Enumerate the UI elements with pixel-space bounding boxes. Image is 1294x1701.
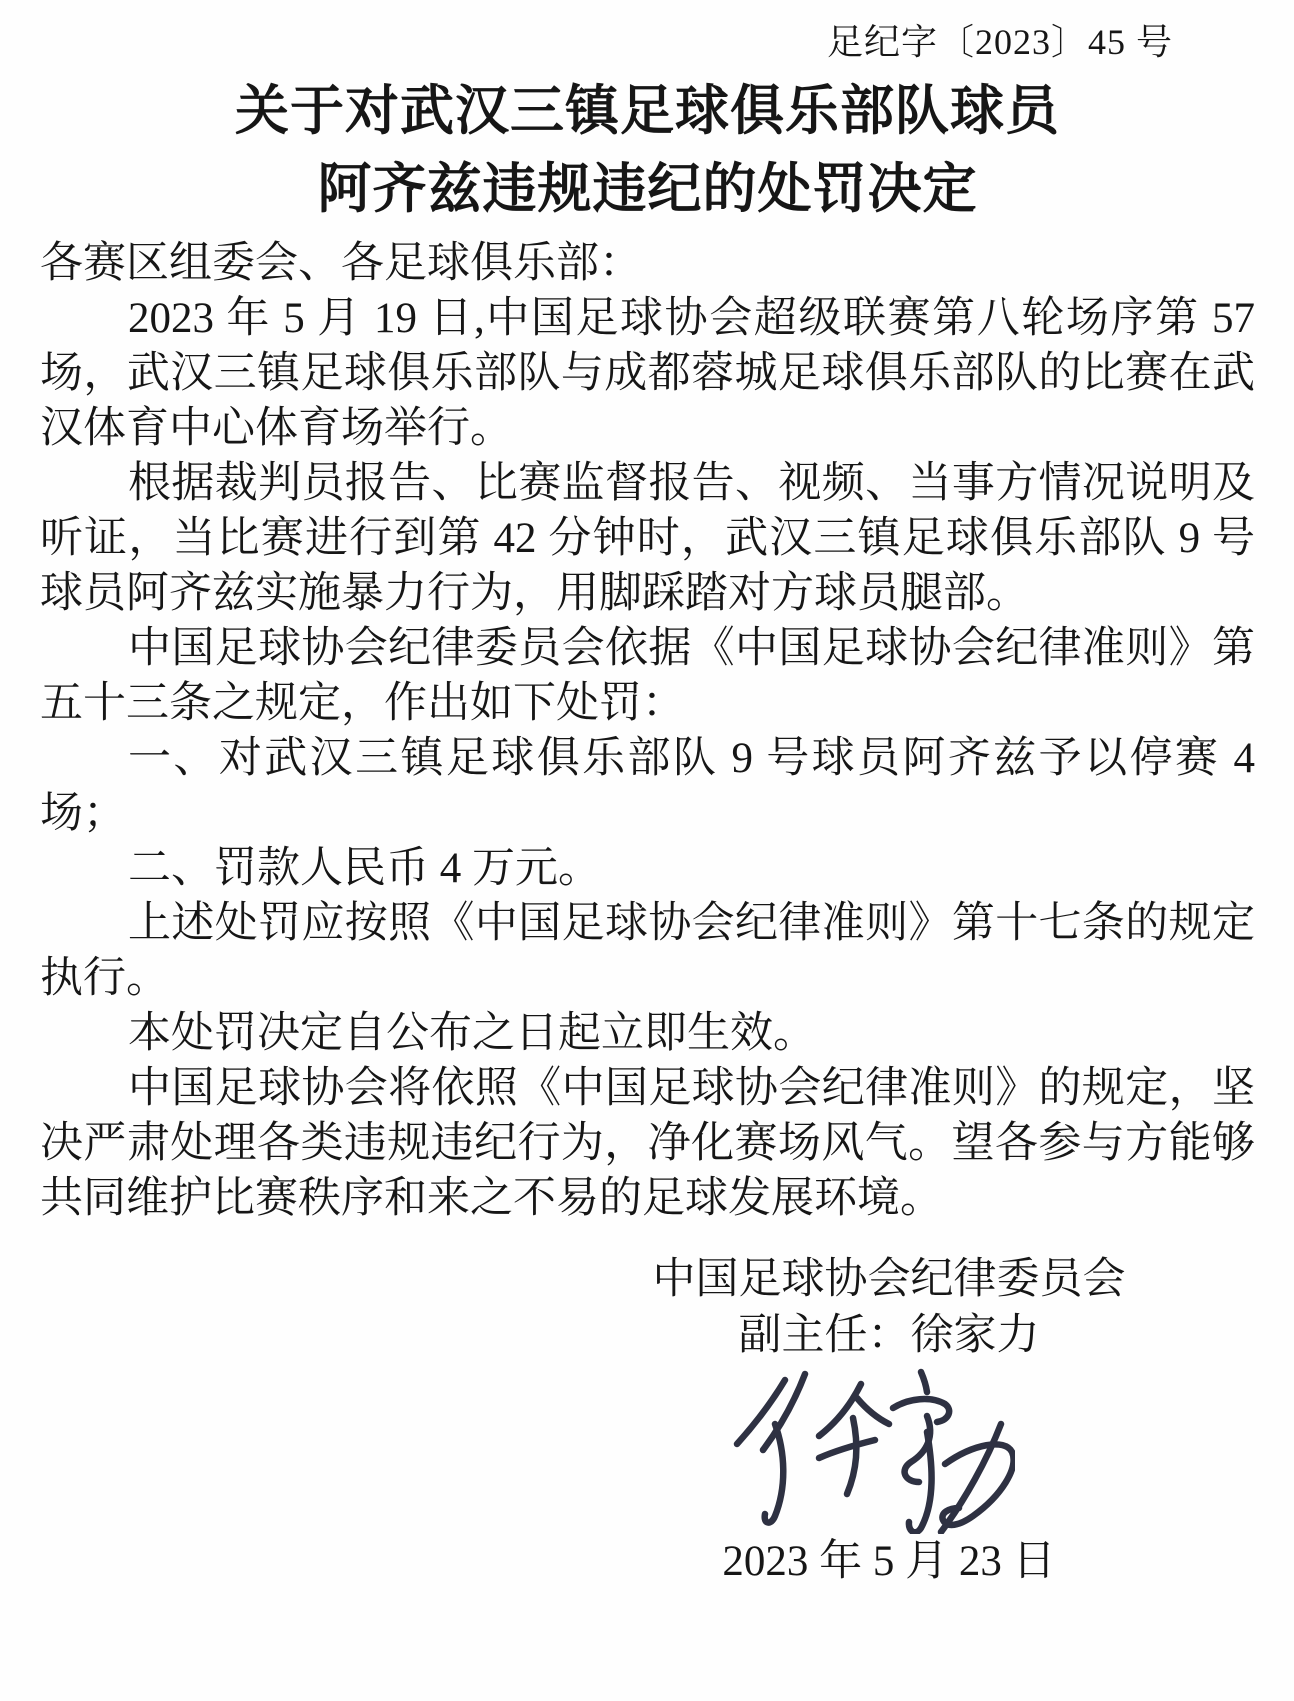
handwritten-signature-ink	[715, 1366, 1015, 1534]
body-paragraph-effective-clause: 本处罚决定自公布之日起立即生效。	[128, 1010, 816, 1057]
body-paragraph-ruling-basis: 中国足球协会纪律委员会依据《中国足球协会纪律准则》第五十三条之规定，作出如下处罚：	[40, 625, 1255, 727]
body-paragraph-match-info: 2023 年 5 月 19 日,中国足球协会超级联赛第八轮场序第 57 场，武汉三镇足球俱乐部队与成都蓉城足球俱乐部队的比赛在武汉体育中心体育场举行。	[40, 295, 1255, 452]
handwritten-signature	[595, 1366, 1135, 1534]
document-title-line-1: 关于对武汉三镇足球俱乐部队球员	[235, 81, 1060, 141]
document-reference-number: 足纪字〔2023〕45 号	[826, 22, 1173, 62]
penalty-item-2-fine: 二、罚款人民币 4 万元。	[128, 845, 601, 892]
penalty-item-1-suspension: 一、对武汉三镇足球俱乐部队 9 号球员阿齐兹予以停赛 4 场；	[40, 735, 1255, 837]
signer-title-and-name: 副主任：徐家力	[738, 1312, 1040, 1359]
signature-date: 2023 年 5 月 23 日	[722, 1538, 1056, 1585]
body-paragraph-execution-clause: 上述处罚应按照《中国足球协会纪律准则》第十七条的规定执行。	[40, 900, 1255, 1002]
signature-block	[619, 1252, 1159, 1590]
body-paragraph-closing-statement: 中国足球协会将依照《中国足球协会纪律准则》的规定，坚决严肃处理各类违规违纪行为，净化赛场风气。望各参与方能够共同维护比赛秩序和来之不易的足球发展环境。	[40, 1065, 1255, 1222]
body-paragraph-incident-description: 根据裁判员报告、比赛监督报告、视频、当事方情况说明及听证，当比赛进行到第 42 分钟时，武汉三镇足球俱乐部队 9 号球员阿齐兹实施暴力行为，用脚踩踏对方球员腿部。	[40, 460, 1255, 617]
issuing-organization: 中国足球协会纪律委员会	[652, 1256, 1126, 1303]
document-title-line-2: 阿齐兹违规违纪的处罚决定	[317, 159, 978, 219]
document-title	[40, 72, 1255, 228]
salutation-line: 各赛区组委会、各足球俱乐部：	[40, 240, 642, 287]
